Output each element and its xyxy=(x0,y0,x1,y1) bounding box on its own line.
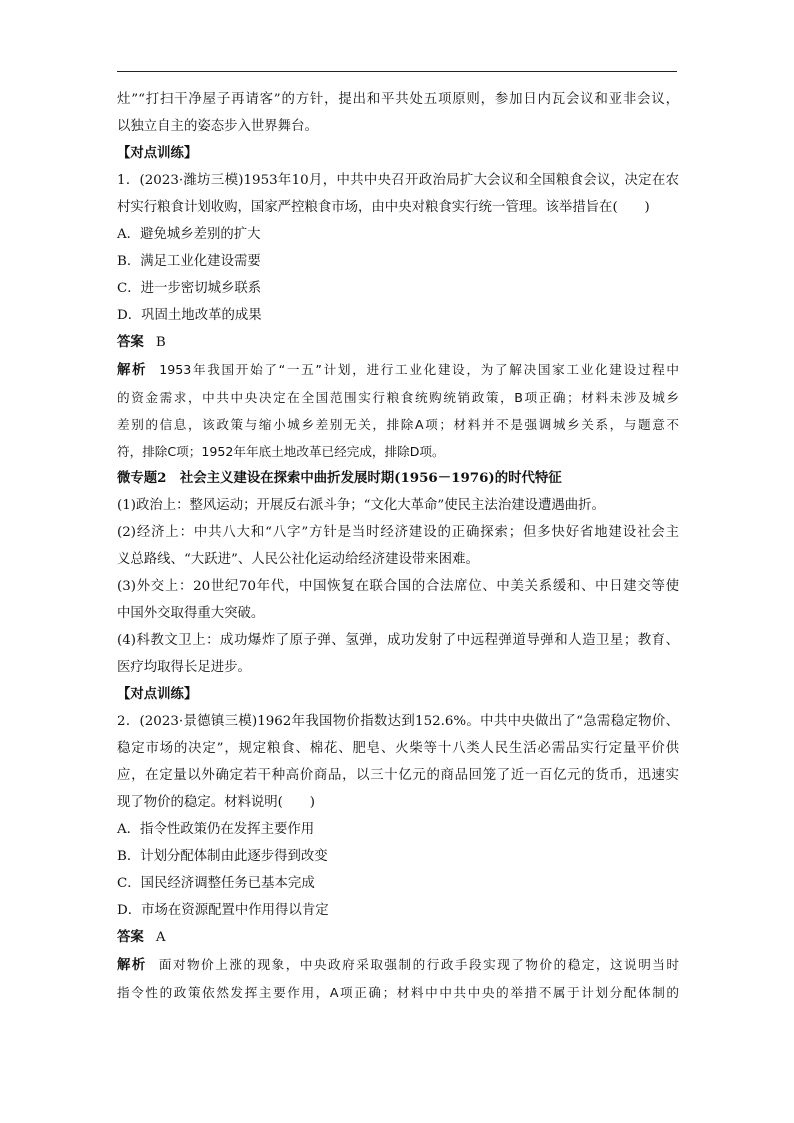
analysis-line: 符，排除C项；1952年年底土地改革已经完成，排除D项。 xyxy=(117,444,445,459)
analysis-text: 1953年我国开始了“一五”计划，进行工业化建设，为了解决国家工业化建设过程中 xyxy=(159,362,680,377)
analysis-line: 指令性的政策依然发挥主要作用，A项正确；材料中中共中央的举措不属于计划分配体制的 xyxy=(117,985,679,1000)
option-b: B．计划分配体制由此逐步得到改变 xyxy=(117,849,328,864)
topic-item-science: (4)科教文卫上：成功爆炸了原子弹、氢弹，成功发射了中远程弹道导弹和人造卫星；教育、 xyxy=(117,633,679,648)
analysis-label: 解析 xyxy=(117,957,147,973)
question-1 xyxy=(117,167,679,329)
topic-2-title: 微专题2 社会主义建设在探索中曲折发展时期(1956－1976)的时代特征 xyxy=(117,470,562,486)
text-line: 以独立自主的姿态步入世界舞台。 xyxy=(117,119,318,134)
analysis-text: 面对物价上涨的现象，中央政府采取强制的行政手段实现了物价的稳定，这说明当时 xyxy=(158,957,680,972)
topic-item-economy: (2)经济上：中共八大和“八字”方针是当时经济建设的正确探索；但多快好省地建设社会主 xyxy=(117,525,679,540)
topic-item-politics: (1)政治上：整风运动；开展反右派斗争；“文化大革命”使民主法治建设遭遇曲折。 xyxy=(117,498,605,513)
answer-label: 答案 xyxy=(117,334,144,350)
analysis-line: 的资金需求，中共中央决定在全国范围实行粮食统购统销政策，B项正确；材料未涉及城乡 xyxy=(117,390,679,405)
question-2 xyxy=(117,708,679,924)
question-line: 1．(2023·潍坊三模)1953年10月，中共中央召开政治局扩大会议和全国粮食会议，决定在农 xyxy=(117,173,679,188)
option-a: A．指令性政策仍在发挥主要作用 xyxy=(117,822,315,837)
option-c: C．进一步密切城乡联系 xyxy=(117,281,262,296)
text-line: 灶”“打扫干净屋子再请客”的方针，提出和平共处五项原则，参加日内瓦会议和亚非会议， xyxy=(117,92,679,107)
training-title: 【对点训练】 xyxy=(117,145,198,161)
intro-paragraph xyxy=(117,86,679,140)
topic-item-diplomacy: (3)外交上：20世纪70年代，中国恢复在联合国的合法席位、中美关系缓和、中日建交等使 xyxy=(117,579,679,594)
topic-item-diplomacy: 中国外交取得重大突破。 xyxy=(117,606,265,621)
option-c: C．国民经济调整任务已基本完成 xyxy=(117,876,315,891)
analysis-2 xyxy=(117,951,679,1006)
question-line: 现了物价的稳定。材料说明( ) xyxy=(117,795,315,810)
analysis-label: 解析 xyxy=(117,362,148,378)
topic-item-science: 医疗均取得长足进步。 xyxy=(117,660,251,675)
page-content xyxy=(117,86,679,1006)
answer-label: 答案 xyxy=(117,929,144,945)
analysis-line xyxy=(117,951,679,979)
answer-2 xyxy=(117,924,679,951)
analysis-1 xyxy=(117,356,679,465)
topic-2-items xyxy=(117,492,679,681)
question-line: 稳定市场的决定”，规定粮食、棉花、肥皂、火柴等十八类人民生活必需品实行定量平价供 xyxy=(117,741,679,756)
analysis-line xyxy=(117,356,679,384)
topic-item-economy: 义总路线、“大跃进”、人民公社化运动给经济建设带来困难。 xyxy=(117,552,479,567)
answer-value: A xyxy=(155,930,166,945)
question-line: 村实行粮食计划收购，国家严控粮食市场，由中央对粮食实行统一管理。该举措旨在( ) xyxy=(117,200,650,215)
option-d: D．市场在资源配置中作用得以肯定 xyxy=(117,903,329,918)
answer-1 xyxy=(117,329,679,356)
header-rule xyxy=(117,71,677,72)
question-line: 应，在定量以外确定若干种高价商品，以三十亿元的商品回笼了近一百亿元的货币，迅速实 xyxy=(117,768,679,783)
option-b: B．满足工业化建设需要 xyxy=(117,254,261,269)
question-line: 2．(2023·景德镇三模)1962年我国物价指数达到152.6%。中共中央做出了“急需稳定物价、 xyxy=(117,714,679,729)
option-d: D．巩固土地改革的成果 xyxy=(117,308,262,323)
training-title: 【对点训练】 xyxy=(117,686,198,702)
analysis-line: 差别的信息，该政策与缩小城乡差别无关，排除A项；材料并不是强调城乡关系，与题意不 xyxy=(117,417,679,432)
answer-value: B xyxy=(155,335,166,350)
option-a: A．避免城乡差别的扩大 xyxy=(117,227,261,242)
